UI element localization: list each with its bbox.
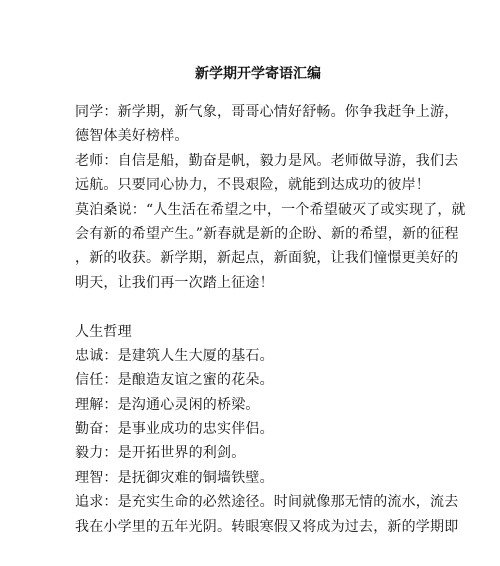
paragraph-line: 莫泊桑说：“人生活在希望之中，一个希望破灭了或实现了，就 bbox=[75, 201, 466, 218]
paragraph-line: 同学：新学期，新气象，哥哥心情好舒畅。你争我赶争上游， bbox=[75, 104, 459, 120]
paragraph-line: 远航。只要同心协力，不畏艰险，就能到达成功的彼岸！ bbox=[75, 177, 430, 194]
paragraph-line: 德智体美好榜样。 bbox=[75, 128, 189, 145]
paragraph-line: 会有新的希望产生。”新春就是新的企盼、新的希望，新的征程 bbox=[75, 225, 459, 242]
paragraph-line: 老师：自信是船，勤奋是帆，毅力是风。老师做导游，我们去 bbox=[75, 152, 459, 169]
paragraph-line: ，新的收获。新学期，新起点，新面貌，让我们憧憬更美好的 bbox=[75, 250, 459, 267]
document-body bbox=[75, 100, 466, 539]
list-item: 理智：是抚御灾难的铜墙铁壁。 bbox=[75, 469, 274, 486]
list-item: 毅力：是开拓世界的利剑。 bbox=[75, 445, 246, 462]
blank-line bbox=[75, 295, 427, 319]
list-item: 追求：是充实生命的必然途径。时间就像那无情的流水，流去 bbox=[75, 494, 459, 511]
list-item: 信任：是酿造友谊之蜜的花朵。 bbox=[75, 372, 274, 389]
list-item: 忠诚：是建筑人生大厦的基石。 bbox=[75, 347, 274, 364]
paragraph-line: 明天，让我们再一次踏上征途！ bbox=[75, 274, 274, 291]
list-item: 勤奋：是事业成功的忠实伴侣。 bbox=[75, 421, 274, 438]
list-item: 理解：是沟通心灵闲的桥梁。 bbox=[75, 396, 260, 413]
document-title: 新学期开学寄语汇编 bbox=[195, 66, 321, 82]
paragraph-line: 我在小学里的五年光阴。转眼寒假又将成为过去，新的学期即 bbox=[75, 518, 459, 535]
section-heading: 人生哲理 bbox=[75, 323, 132, 340]
